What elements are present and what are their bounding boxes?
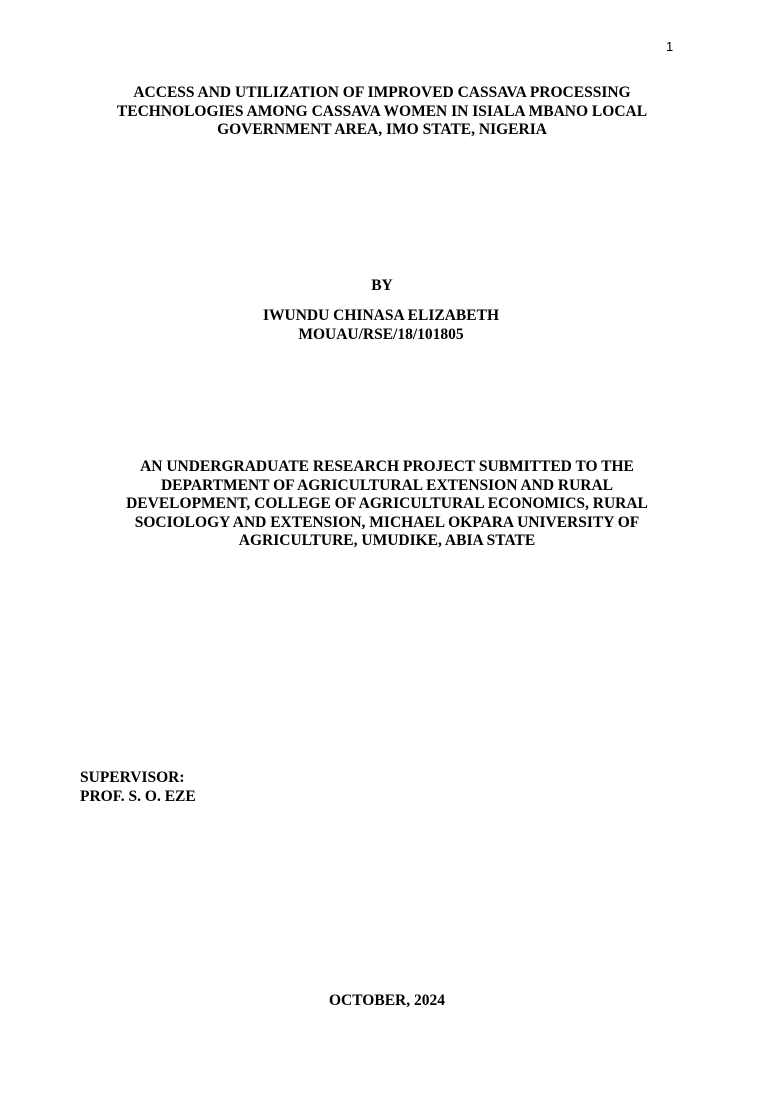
statement-line: AGRICULTURE, UMUDIKE, ABIA STATE: [238, 532, 536, 549]
submission-date: OCTOBER, 2024: [329, 992, 445, 1009]
supervisor-label: SUPERVISOR:: [80, 769, 185, 786]
by-label: BY: [371, 277, 393, 294]
author-block: [0, 307, 762, 344]
supervisor-block: [80, 769, 196, 806]
registration-number: MOUAU/RSE/18/101805: [298, 325, 464, 343]
project-statement: [100, 458, 674, 551]
statement-line: SOCIOLOGY AND EXTENSION, MICHAEL OKPARA UNIVERSITY OF: [134, 513, 640, 531]
statement-line: AN UNDERGRADUATE RESEARCH PROJECT SUBMITTED TO THE: [140, 458, 634, 475]
page-number: 1: [666, 39, 674, 54]
author-name: IWUNDU CHINASA ELIZABETH: [263, 307, 499, 324]
supervisor-name: PROF. S. O. EZE: [80, 787, 196, 805]
title-line: GOVERNMENT AREA, IMO STATE, NIGERIA: [217, 121, 547, 138]
document-title: [92, 84, 672, 140]
title-line: TECHNOLOGIES AMONG CASSAVA WOMEN IN ISIALA MBANO LOCAL: [116, 102, 648, 120]
statement-line: DEVELOPMENT, COLLEGE OF AGRICULTURAL ECONOMICS, RURAL: [126, 495, 648, 512]
statement-line: DEPARTMENT OF AGRICULTURAL EXTENSION AND RURAL: [160, 476, 614, 494]
title-line: ACCESS AND UTILIZATION OF IMPROVED CASSAVA PROCESSING: [133, 84, 631, 101]
